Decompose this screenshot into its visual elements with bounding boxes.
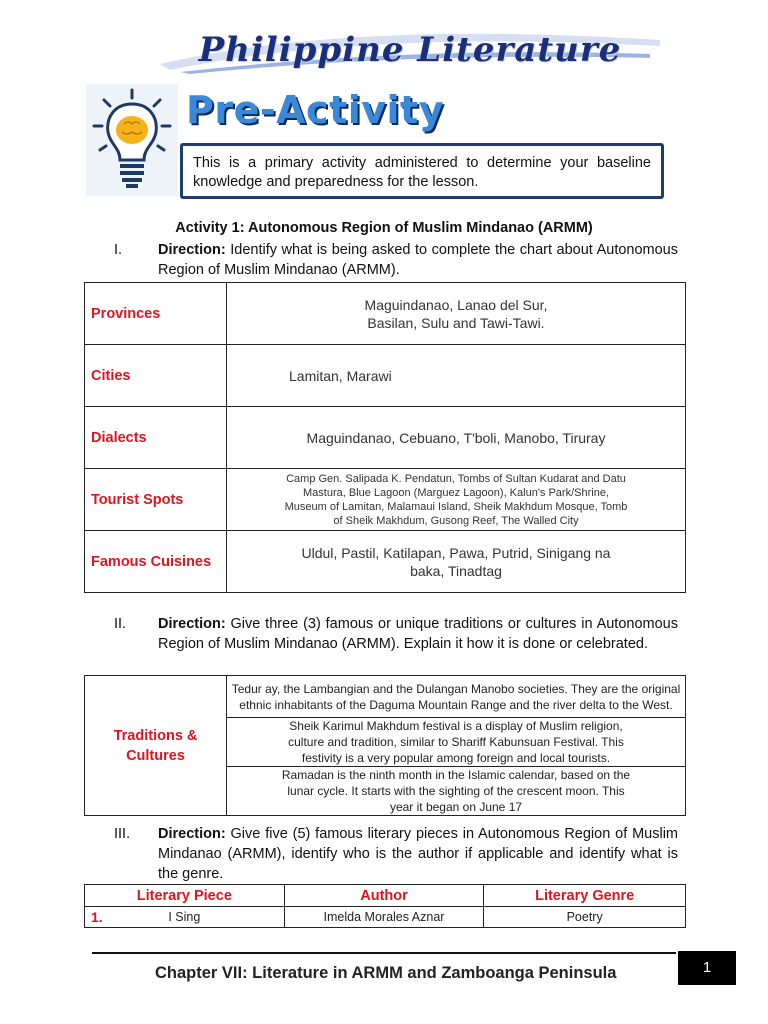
row-value: Maguindanao, Lanao del Sur, Basilan, Sulu and Tawi-Tawi. [227,283,686,345]
traditions-label: Traditions & Cultures [85,676,227,816]
direction-2 [114,614,678,654]
direction-text: Give five (5) famous literary pieces in Autonomous Region of Muslim Mindanao (ARMM), identify who is the author if applicable and identify what is the genre. [158,826,678,882]
banner-title: Philippine Literature [198,30,622,70]
direction-text: Identify what is being asked to complete the chart about Autonomous Region of Muslim Mindanao (ARMM). [158,242,678,278]
direction-3 [114,824,678,884]
row-label: Famous Cuisines [85,531,227,593]
page-number: 1 [678,951,736,985]
tradition-item: Sheik Karimul Makhdum festival is a display of Muslim religion, culture and tradition, similar to Shariff Kabunsuan Festival. This festivity is a very popular among foreign and local tourists. [227,718,686,767]
direction-number: III. [114,826,131,842]
traditions-table [84,675,686,816]
literary-piece-cell [85,907,285,928]
literary-piece: I Sing [168,910,201,924]
row-label: Tourist Spots [85,469,227,531]
row-value: Lamitan, Marawi [227,345,686,407]
chapter-title: Chapter VII: Literature in ARMM and Zamboanga Peninsula [155,964,617,982]
banner [150,26,670,76]
direction-number: I. [114,242,123,258]
row-label: Provinces [85,283,227,345]
column-header: Author [284,885,484,907]
table-row [85,531,686,593]
table-row [85,907,686,928]
activity-title: Activity 1: Autonomous Region of Muslim Mindanao (ARMM) [175,220,593,236]
column-header: Literary Genre [484,885,686,907]
direction-label: Direction: [158,242,226,258]
table-row [85,407,686,469]
tradition-item: Tedur ay, the Lambangian and the Dulangan Manobo societies. They are the original ethnic inhabitants of the Daguma Mountain Range and the river delta to the West. [227,676,686,718]
page-title: Pre-Activity [186,88,444,132]
table-header-row [85,885,686,907]
direction-label: Direction: [158,616,226,632]
direction-1 [114,240,678,280]
table-row [85,283,686,345]
table-row [85,345,686,407]
direction-text: Give three (3) famous or unique traditions or cultures in Autonomous Region of Muslim Mindanao (ARMM). Explain it how it is done or celebrated. [158,616,678,652]
row-value: Maguindanao, Cebuano, T'boli, Manobo, Tiruray [227,407,686,469]
row-value: Uldul, Pastil, Katilapan, Pawa, Putrid, Sinigang na baka, Tinadtag [227,531,686,593]
table-row [85,469,686,531]
armm-chart [84,282,686,593]
footer-divider [92,952,676,954]
intro-box: This is a primary activity administered to determine your baseline knowledge and preparedness for the lesson. [180,143,664,199]
row-value: Camp Gen. Salipada K. Pendatun, Tombs of Sultan Kudarat and Datu Mastura, Blue Lagoon (Marguez Lagoon), Kalun's Park/Shrine, Museum of Lamitan, Malamaui Island, Sheik Makhdum Mosque, Tomb of Sheik Makhdum, Gusong Reef, The Walled City [227,469,686,531]
tradition-item: Ramadan is the ninth month in the Islamic calendar, based on the lunar cycle. It starts with the sighting of the crescent moon. This year it began on June 17 [227,767,686,816]
row-number: 1. [91,909,103,925]
author: Imelda Morales Aznar [284,907,484,928]
row-label: Dialects [85,407,227,469]
lightbulb-brain-icon [86,84,178,196]
direction-label: Direction: [158,826,226,842]
direction-number: II. [114,616,127,632]
column-header: Literary Piece [85,885,285,907]
literary-table [84,884,686,928]
row-label: Cities [85,345,227,407]
genre: Poetry [484,907,686,928]
table-row [85,676,686,718]
